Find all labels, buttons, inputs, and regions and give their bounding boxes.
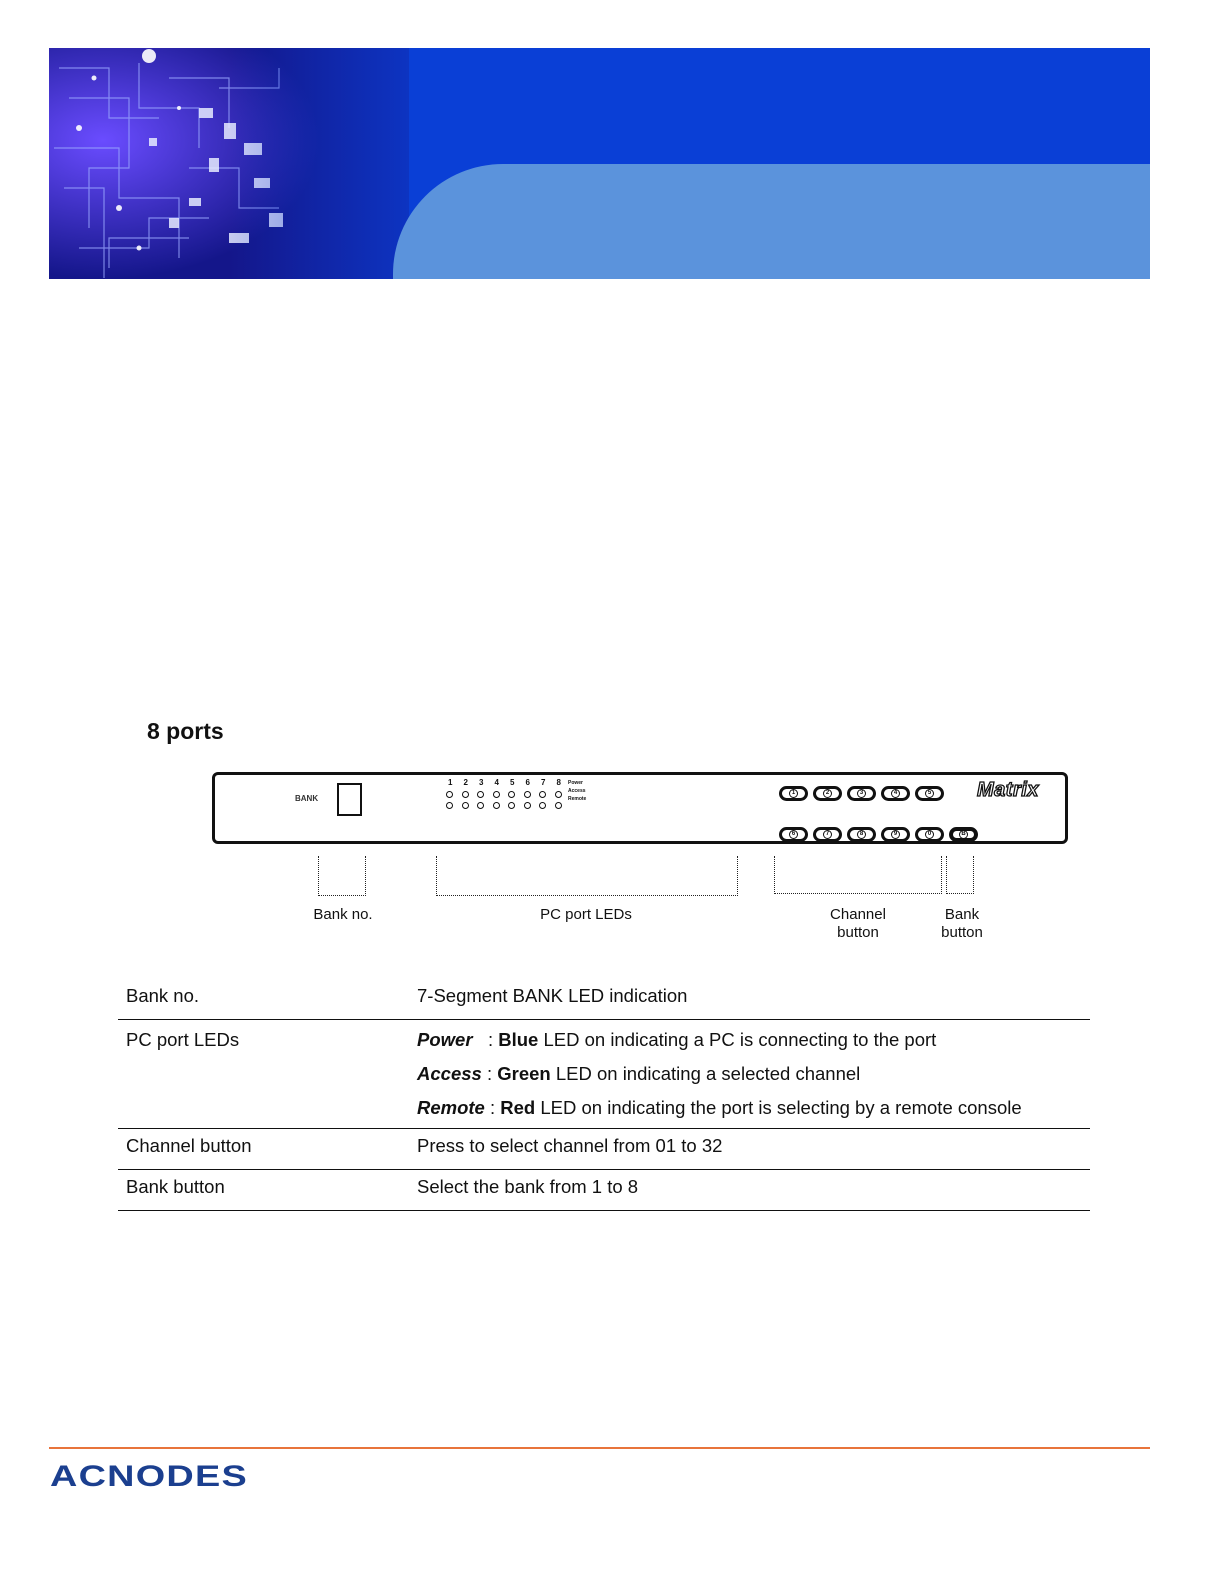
table-row bbox=[118, 1129, 1090, 1170]
bracket-pc-port-leds bbox=[436, 856, 738, 896]
led-color: Blue bbox=[498, 1029, 539, 1050]
led-indicator bbox=[555, 802, 562, 809]
section-title: 8 ports bbox=[147, 718, 224, 744]
led-sep: : bbox=[481, 1063, 498, 1084]
svg-text:ACNODES: ACNODES bbox=[50, 1460, 248, 1492]
led-kind-remote: Remote bbox=[568, 796, 587, 802]
callout-channel-line2: button bbox=[837, 924, 879, 941]
led-indicator bbox=[555, 791, 562, 798]
row-term: Bank button bbox=[118, 1170, 409, 1211]
channel-button-number: 5 bbox=[925, 789, 934, 798]
row-desc: Press to select channel from 01 to 32 bbox=[409, 1129, 1090, 1170]
panel-description-table bbox=[118, 979, 1090, 1211]
led-sep: : bbox=[472, 1029, 499, 1050]
channel-button-0[interactable] bbox=[915, 827, 944, 842]
led-row-2 bbox=[446, 802, 570, 809]
channel-button-1[interactable] bbox=[779, 786, 808, 801]
channel-button-9[interactable] bbox=[881, 827, 910, 842]
callout-pc-port-leds: PC port LEDs bbox=[540, 906, 632, 923]
channel-button-number: 2 bbox=[823, 789, 832, 798]
led-desc-remote bbox=[417, 1091, 1082, 1125]
channel-button-3[interactable] bbox=[847, 786, 876, 801]
callout-bank-button bbox=[926, 906, 998, 942]
led-desc-power bbox=[417, 1023, 1082, 1057]
kvm-front-panel bbox=[212, 772, 1068, 844]
led-indicator bbox=[493, 791, 500, 798]
row-term bbox=[118, 1020, 409, 1129]
table-row bbox=[118, 979, 1090, 1020]
led-indicator bbox=[446, 802, 453, 809]
led-indicator bbox=[477, 791, 484, 798]
channel-button-number: 4 bbox=[891, 789, 900, 798]
row-desc: 7-Segment BANK LED indication bbox=[409, 979, 1090, 1020]
led-indicator bbox=[462, 791, 469, 798]
row-desc: Select the bank from 1 to 8 bbox=[409, 1170, 1090, 1211]
channel-button-5[interactable] bbox=[915, 786, 944, 801]
led-color: Red bbox=[500, 1097, 536, 1118]
bank-button-glyph: B bbox=[959, 830, 968, 839]
led-indicator bbox=[493, 802, 500, 809]
led-indicator bbox=[524, 802, 531, 809]
led-indicator bbox=[446, 791, 453, 798]
led-number: 1 bbox=[448, 778, 453, 787]
led-indicator bbox=[477, 802, 484, 809]
led-kind-access: Access bbox=[568, 788, 586, 794]
channel-button-4[interactable] bbox=[881, 786, 910, 801]
channel-button-7[interactable] bbox=[813, 827, 842, 842]
bracket-bank-no bbox=[318, 856, 366, 896]
led-number: 6 bbox=[525, 778, 530, 787]
led-key: Power bbox=[417, 1029, 473, 1050]
banner-curve bbox=[393, 164, 1150, 279]
led-number: 5 bbox=[510, 778, 515, 787]
led-indicator bbox=[508, 802, 515, 809]
led-number: 8 bbox=[556, 778, 561, 787]
bank-7-segment-display bbox=[337, 783, 362, 816]
channel-buttons-bottom bbox=[779, 827, 983, 842]
led-number: 7 bbox=[541, 778, 546, 787]
bank-button[interactable] bbox=[949, 827, 978, 842]
led-row-1 bbox=[446, 791, 570, 798]
led-indicator bbox=[524, 791, 531, 798]
row-desc bbox=[409, 1020, 1090, 1129]
led-kind-power: Power bbox=[568, 780, 584, 786]
table-row bbox=[118, 1170, 1090, 1211]
callout-bank-line2: button bbox=[941, 924, 983, 941]
bank-label: BANK bbox=[295, 794, 319, 803]
led-number: 2 bbox=[463, 778, 468, 787]
led-number: 3 bbox=[479, 778, 484, 787]
channel-button-8[interactable] bbox=[847, 827, 876, 842]
callout-channel-line1: Channel bbox=[830, 906, 886, 923]
channel-buttons-top bbox=[779, 786, 949, 801]
led-desc-access bbox=[417, 1057, 1082, 1091]
channel-button-number: 9 bbox=[891, 830, 900, 839]
acnodes-logo bbox=[50, 1456, 250, 1492]
led-color: Green bbox=[497, 1063, 551, 1084]
callout-bank-no: Bank no. bbox=[313, 906, 373, 923]
callout-channel-button bbox=[806, 906, 910, 942]
led-indicator bbox=[539, 802, 546, 809]
callout-bank-line1: Bank bbox=[944, 906, 980, 923]
channel-button-number: 7 bbox=[823, 830, 832, 839]
table-row bbox=[118, 1020, 1090, 1129]
led-sep: : bbox=[484, 1097, 501, 1118]
led-number: 4 bbox=[494, 778, 499, 787]
brand-matrix: Matrix bbox=[977, 779, 1039, 801]
led-indicator bbox=[508, 791, 515, 798]
led-key: Access bbox=[417, 1063, 482, 1084]
led-kind-labels bbox=[568, 779, 586, 803]
header-banner bbox=[49, 48, 1150, 279]
bracket-channel-button bbox=[774, 856, 942, 894]
row-term: Channel button bbox=[118, 1129, 409, 1170]
row-term: Bank no. bbox=[118, 979, 409, 1020]
row-term-text: PC port LEDs bbox=[126, 1029, 240, 1050]
led-indicator bbox=[539, 791, 546, 798]
channel-button-number: 0 bbox=[925, 830, 934, 839]
led-key: Remote bbox=[417, 1097, 485, 1118]
channel-button-number: 3 bbox=[857, 789, 866, 798]
footer-rule bbox=[49, 1447, 1150, 1449]
front-panel-diagram bbox=[200, 760, 1090, 960]
led-rest: LED on indicating a PC is connecting to the port bbox=[538, 1029, 937, 1050]
channel-button-2[interactable] bbox=[813, 786, 842, 801]
channel-button-6[interactable] bbox=[779, 827, 808, 842]
channel-button-number: 8 bbox=[857, 830, 866, 839]
bracket-bank-button bbox=[946, 856, 974, 894]
channel-button-number: 1 bbox=[789, 789, 798, 798]
channel-button-number: 6 bbox=[789, 830, 798, 839]
led-rest: LED on indicating the port is selecting by a remote console bbox=[535, 1097, 1022, 1118]
led-indicator bbox=[462, 802, 469, 809]
led-rest: LED on indicating a selected channel bbox=[550, 1063, 861, 1084]
led-port-numbers bbox=[448, 778, 572, 787]
